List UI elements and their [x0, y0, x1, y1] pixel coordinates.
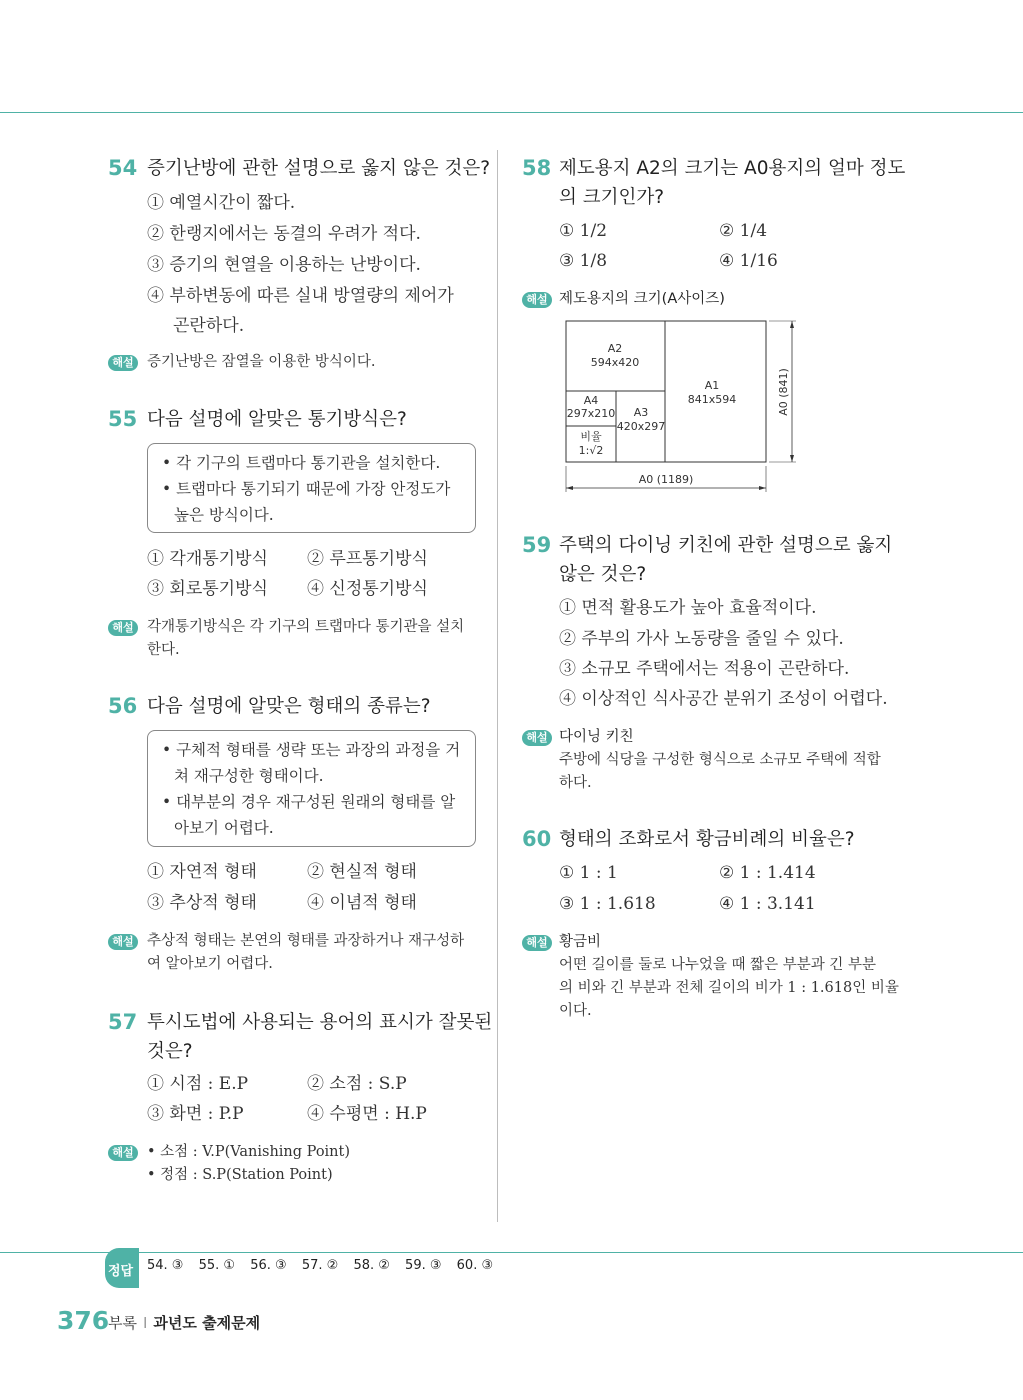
q59-solution-badge: 해설 [522, 730, 552, 746]
q55-option-1: ① 각개통기방식 [147, 549, 268, 569]
q58-solution-title: 제도용지의 크기(A사이즈) [559, 291, 725, 307]
q55-box-line-1: • 각 기구의 트랩마다 통기관을 설치한다. [162, 454, 441, 472]
answer-60: 60. ③ [456, 1258, 494, 1273]
footer-section: 부록 [108, 1314, 137, 1332]
arrow-left [566, 486, 573, 490]
q60-option-2: ② 1 : 1.414 [719, 863, 816, 883]
q57-option-2: ② 소점 : S.P [307, 1074, 407, 1094]
footer-title: 과년도 출제문제 [153, 1314, 261, 1332]
answer-56: 56. ③ [250, 1258, 287, 1273]
q60-text: 형태의 조화로서 황금비례의 비율은? [559, 829, 855, 850]
answer-59: 59. ③ [405, 1258, 442, 1273]
q56-solution-line-1: 추상적 형태는 본연의 형태를 과장하거나 재구성하 [147, 933, 465, 949]
a4-size: 297x210 [566, 407, 616, 420]
q55-option-3: ③ 회로통기방식 [147, 579, 268, 599]
q54-option-1: ① 예열시간이 짧다. [147, 193, 296, 213]
arrow-top [790, 321, 794, 328]
a1-size: 841x594 [687, 393, 737, 406]
a2-label: A2 [607, 342, 623, 355]
q60-number: 60 [522, 827, 552, 851]
q59-text-line-2: 않은 것은? [559, 564, 647, 585]
answer-57: 57. ② [301, 1258, 339, 1273]
q57-solution [147, 1141, 350, 1187]
q56-option-1: ① 자연적 형태 [147, 862, 257, 882]
q57-text-line-2: 것은? [147, 1041, 193, 1062]
ratio-label: 비율 [580, 430, 602, 443]
q56-solution-line-2: 여 알아보기 어렵다. [147, 956, 273, 972]
q58-text [559, 154, 905, 212]
q57-text-line-1: 투시도법에 사용되는 용어의 표시가 잘못된 [147, 1012, 493, 1033]
q54-solution-badge: 해설 [108, 355, 138, 371]
answer-label: 정답 [108, 1264, 134, 1279]
q54-number: 54 [108, 156, 138, 180]
q55-box-line-2: • 트랩마다 통기되기 때문에 가장 안정도가 높은 방식이다. [162, 480, 451, 524]
q57-solution-line-1: • 소점 : V.P(Vanishing Point) [147, 1144, 351, 1160]
q54-option-3: ③ 증기의 현열을 이용하는 난방이다. [147, 255, 421, 275]
width-label: A0 (1189) [638, 473, 694, 486]
q57-text [147, 1008, 492, 1066]
footer-separator: I [142, 1314, 148, 1332]
q56-solution [147, 930, 464, 976]
answer-list [147, 1258, 504, 1273]
q55-solution-line-1: 각개통기방식은 각 기구의 트랩마다 통기관을 설치 [147, 619, 465, 635]
q56-solution-badge: 해설 [108, 934, 138, 950]
height-label: A0 (841) [777, 368, 790, 416]
top-rule [0, 112, 1023, 113]
q56-box-line-2: • 대부분의 경우 재구성된 원래의 형태를 알아보기 어렵다. [162, 793, 456, 837]
q59-text-line-1: 주택의 다이닝 키친에 관한 설명으로 옳지 [559, 535, 893, 556]
q58-option-2: ② 1/4 [719, 221, 768, 241]
ratio-value: 1:√2 [578, 444, 604, 457]
q55-solution [147, 616, 464, 662]
q60-solution [559, 931, 899, 1023]
q56-number: 56 [108, 694, 138, 718]
q54-option-2: ② 한랭지에서는 동결의 우려가 적다. [147, 224, 421, 244]
q60-option-1: ① 1 : 1 [559, 863, 618, 883]
q59-option-1: ① 면적 활용도가 높아 효율적이다. [559, 598, 817, 618]
q58-text-line-2: 의 크기인가? [559, 187, 665, 208]
q55-option-2: ② 루프통기방식 [307, 549, 428, 569]
q54-option-4: ④ 부하변동에 따른 실내 방열량의 제어가 [147, 286, 454, 306]
running-footer [108, 1312, 260, 1333]
q59-number: 59 [522, 533, 552, 557]
q59-solution-line-2: 하다. [559, 775, 592, 791]
q56-option-3: ③ 추상적 형태 [147, 893, 257, 913]
q60-solution-line-3: 이다. [559, 1003, 592, 1019]
q56-box-line-1: • 구체적 형태를 생략 또는 과장의 과정을 거쳐 재구성한 형태이다. [162, 741, 461, 785]
a1-label: A1 [704, 379, 720, 392]
q56-option-4: ④ 이념적 형태 [307, 893, 417, 913]
q60-option-4: ④ 1 : 3.141 [719, 894, 816, 914]
page-number: 376 [57, 1306, 110, 1335]
q59-solution-line-1: 주방에 식당을 구성한 형식으로 소규모 주택에 적합 [559, 752, 881, 768]
arrow-right [759, 486, 766, 490]
answer-rule [0, 1252, 1023, 1253]
q60-option-3: ③ 1 : 1.618 [559, 894, 656, 914]
q56-text: 다음 설명에 알맞은 형태의 종류는? [147, 696, 431, 717]
q55-info-box [147, 443, 476, 533]
q57-solution-line-2: • 정점 : S.P(Station Point) [147, 1167, 333, 1183]
arrow-bottom [790, 455, 794, 462]
a3-label: A3 [633, 406, 649, 419]
q60-solution-title: 황금비 [559, 934, 602, 950]
q58-text-line-1: 제도용지 A2의 크기는 A0용지의 얼마 정도 [559, 158, 906, 179]
q57-solution-badge: 해설 [108, 1145, 138, 1161]
a2-size: 594x420 [590, 356, 640, 369]
column-divider [497, 150, 498, 1222]
a3-size: 420x297 [616, 420, 666, 433]
answer-58: 58. ② [353, 1258, 390, 1273]
q56-info-box [147, 730, 476, 847]
q56-option-2: ② 현실적 형태 [307, 862, 417, 882]
q60-solution-line-1: 어떤 길이를 둘로 나누었을 때 짧은 부분과 긴 부분 [559, 957, 877, 973]
answer-55: 55. ① [198, 1258, 236, 1273]
q58-option-3: ③ 1/8 [559, 251, 608, 271]
paper-size-diagram [560, 316, 810, 496]
q57-option-1: ① 시점 : E.P [147, 1074, 249, 1094]
q58-solution-badge: 해설 [522, 292, 552, 308]
q57-option-3: ③ 화면 : P.P [147, 1104, 244, 1124]
q55-solution-line-2: 한다. [147, 642, 180, 658]
q59-solution [559, 726, 881, 795]
q54-text: 증기난방에 관한 설명으로 옳지 않은 것은? [147, 158, 491, 179]
q58-option-4: ④ 1/16 [719, 251, 778, 271]
q55-number: 55 [108, 407, 138, 431]
a4-label: A4 [583, 394, 599, 407]
q59-text [559, 531, 892, 589]
q54-option-4-cont: 곤란하다. [173, 316, 245, 336]
q58-number: 58 [522, 156, 552, 180]
q60-solution-line-2: 의 비와 긴 부분과 전체 길이의 비가 1 : 1.618인 비율 [559, 980, 899, 996]
q54-solution: 증기난방은 잠열을 이용한 방식이다. [147, 354, 376, 370]
q55-solution-badge: 해설 [108, 620, 138, 636]
q55-option-4: ④ 신정통기방식 [307, 579, 428, 599]
q57-option-4: ④ 수평면 : H.P [307, 1104, 427, 1124]
q60-solution-badge: 해설 [522, 935, 552, 951]
answer-54: 54. ③ [147, 1258, 184, 1273]
q59-solution-title: 다이닝 키친 [559, 729, 634, 745]
q57-number: 57 [108, 1010, 138, 1034]
q58-option-1: ① 1/2 [559, 221, 608, 241]
q59-option-2: ② 주부의 가사 노동량을 줄일 수 있다. [559, 629, 844, 649]
q59-option-3: ③ 소규모 주택에서는 적용이 곤란하다. [559, 659, 850, 679]
q59-option-4: ④ 이상적인 식사공간 분위기 조성이 어렵다. [559, 689, 888, 709]
q55-text: 다음 설명에 알맞은 통기방식은? [147, 409, 407, 430]
